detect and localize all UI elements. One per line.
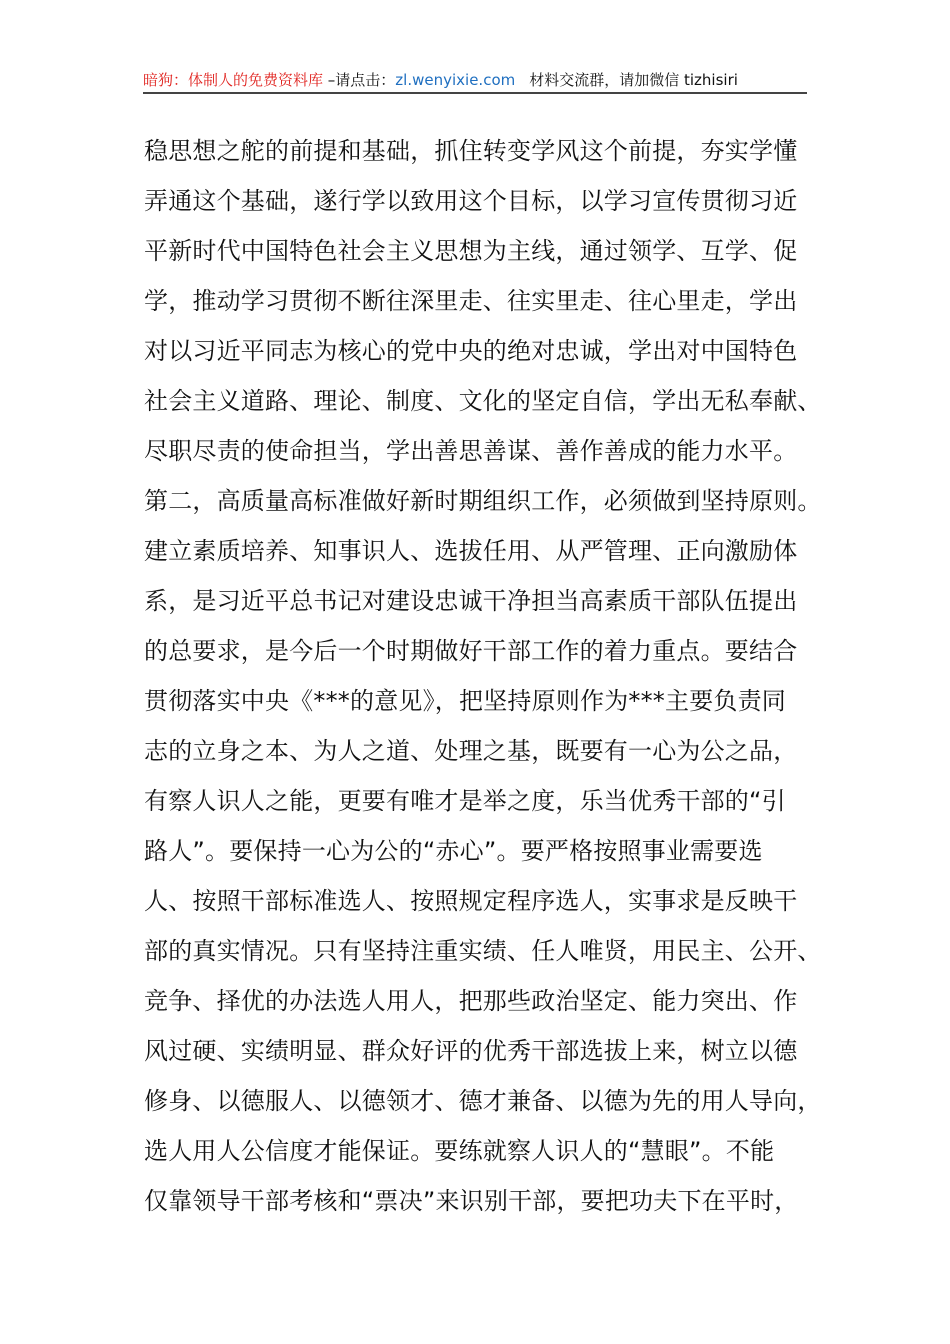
text-line: 人、按照干部标准选人、按照规定程序选人，实事求是反映干 <box>144 887 798 915</box>
header-link[interactable]: zl.wenyixie.com <box>395 71 516 89</box>
text-line: 部的真实情况。只有坚持注重实绩、任人唯贤，用民主、公开、 <box>144 937 822 965</box>
text-line: 建立素质培养、知事识人、选拔任用、从严管理、正向激励体 <box>144 537 798 565</box>
text-line: 志的立身之本、为人之道、处理之基，既要有一心为公之品， <box>144 737 798 765</box>
document-body <box>144 126 834 1226</box>
text-line: 弄通这个基础，遂行学以致用这个目标，以学习宣传贯彻习近 <box>144 187 798 215</box>
header-wechat-note: 材料交流群，请加微信 tizhisiri <box>529 71 738 89</box>
text-line: 社会主义道路、理论、制度、文化的坚定自信，学出无私奉献、 <box>144 387 822 415</box>
text-line: 学，推动学习贯彻不断往深里走、往实里走、往心里走，学出 <box>144 287 798 315</box>
text-line: 修身、以德服人、以德领才、德才兼备、以德为先的用人导向， <box>144 1087 822 1115</box>
text-line: 贯彻落实中央《***的意见》，把坚持原则作为***主要负责同 <box>144 687 786 715</box>
text-line: 对以习近平同志为核心的党中央的绝对忠诚，学出对中国特色 <box>144 337 798 365</box>
text-line: 平新时代中国特色社会主义思想为主线，通过领学、互学、促 <box>144 237 798 265</box>
page-header <box>143 68 807 92</box>
header-brand: 暗狗：体制人的免费资料库 <box>143 71 324 89</box>
text-line: 有察人识人之能，更要有唯才是举之度，乐当优秀干部的“引 <box>144 787 786 815</box>
text-line: 选人用人公信度才能保证。要练就察人识人的“慧眼”。不能 <box>144 1137 775 1165</box>
text-line: 稳思想之舵的前提和基础，抓住转变学风这个前提，夯实学懂 <box>144 137 798 165</box>
text-line: 尽职尽责的使命担当，学出善思善谋、善作善成的能力水平。 <box>144 437 798 465</box>
text-line: 竞争、择优的办法选人用人，把那些政治坚定、能力突出、作 <box>144 987 798 1015</box>
header-divider <box>143 92 807 94</box>
text-line: 仅靠领导干部考核和“票决”来识别干部，要把功夫下在平时， <box>144 1187 799 1215</box>
header-prompt: –请点击： <box>323 71 396 89</box>
text-line: 风过硬、实绩明显、群众好评的优秀干部选拔上来，树立以德 <box>144 1037 798 1065</box>
text-line: 路人”。要保持一心为公的“赤心”。要严格按照事业需要选 <box>144 837 763 865</box>
section-heading-line: 第二，高质量高标准做好新时期组织工作，必须做到坚持原则。 <box>144 487 822 515</box>
text-line: 的总要求，是今后一个时期做好干部工作的着力重点。要结合 <box>144 637 798 665</box>
text-line: 系，是习近平总书记对建设忠诚干净担当高素质干部队伍提出 <box>144 587 798 615</box>
